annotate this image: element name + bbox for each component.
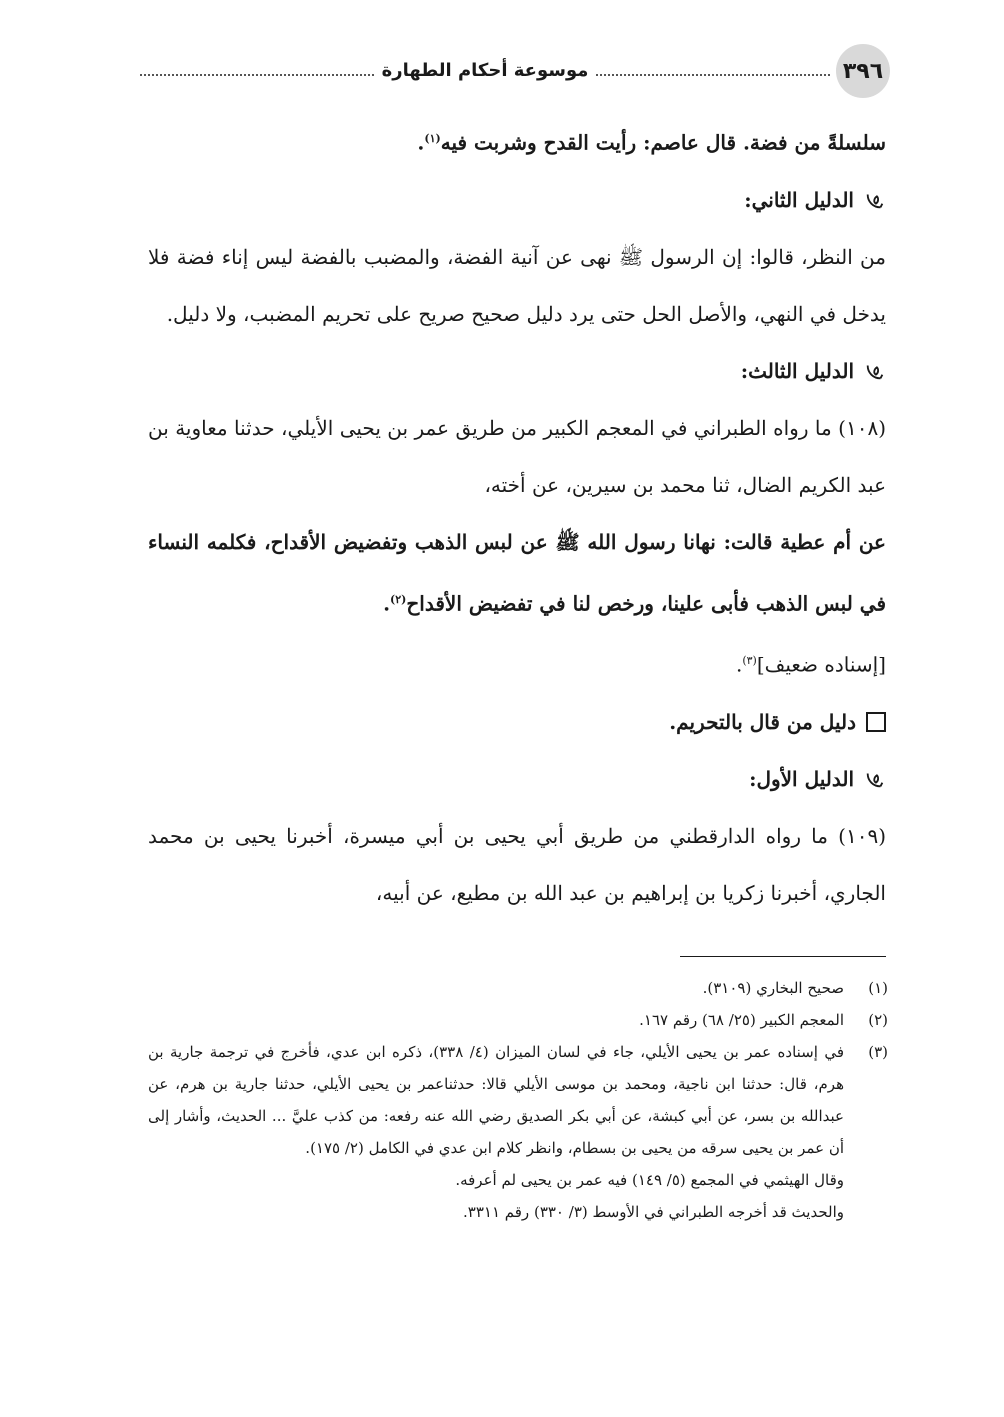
paragraph: (١٠٩) ما رواه الدارقطني من طريق أبي يحيى بن أبي ميسرة، أخبرنا يحيى بن محمد الجاري، أخبرنا زكريا بن إبراهيم بن عبد الله بن مطيع، عن أبيه، xyxy=(148,823,886,905)
pointing-hand-icon xyxy=(864,360,886,382)
section-heading xyxy=(148,343,886,400)
footnote xyxy=(148,1036,888,1164)
paragraph xyxy=(148,110,886,172)
heading-text: دليل من قال بالتحريم. xyxy=(669,709,856,734)
running-header xyxy=(140,52,830,88)
paragraph-text: عن أم عطية قالت: نهانا رسول الله ﷺ عن لبس الذهب وتفضيض الأقداح، فكلمه النساء في لبس الذهب فأبى علينا، ورخص لنا في تفضيض الأقداح xyxy=(148,529,886,616)
paragraph-text: . xyxy=(417,130,425,155)
paragraph: (١٠٨) ما رواه الطبراني في المعجم الكبير من طريق عمر بن يحيى الأيلي، حدثنا معاوية بن عبد الكريم الضال، ثنا محمد بن سيرين، عن أخته، xyxy=(148,415,886,497)
footnote xyxy=(148,1004,888,1036)
pointing-hand-icon xyxy=(864,189,886,211)
paragraph-text: [إسناده ضعيف] xyxy=(756,652,886,677)
main-text xyxy=(148,110,886,922)
heading-text: الدليل الثاني: xyxy=(744,187,854,212)
footnote-number: (٢) xyxy=(868,1011,888,1029)
paragraph-text: سلسلةً من فضة. قال عاصم: رأيت القدح وشربت فيه xyxy=(440,130,886,155)
footnote-number: (٣) xyxy=(868,1043,888,1061)
page-number: ٣٩٦ xyxy=(836,44,890,98)
square-bullet-icon xyxy=(866,712,886,732)
footnote-continuation: وقال الهيثمي في المجمع (٥/ ١٤٩) فيه عمر بن يحيى لم أعرفه. xyxy=(455,1171,844,1189)
paragraph-text: . xyxy=(735,652,743,677)
footnotes xyxy=(148,972,888,1228)
footnote-ref[interactable]: (٣) xyxy=(742,654,757,668)
heading-text: الدليل الثالث: xyxy=(740,358,854,383)
section-heading xyxy=(148,172,886,229)
isnad-grade xyxy=(148,632,886,694)
heading-text: الدليل الأول: xyxy=(749,766,854,791)
header-leader-dots xyxy=(596,74,830,76)
section-heading xyxy=(148,751,886,808)
footnote-ref[interactable]: (٢) xyxy=(390,592,407,606)
paragraph: من النظر، قالوا: إن الرسول ﷺ نهى عن آنية الفضة، والمضبب بالفضة ليس إناء فضة فلا يدخل في النهي، والأصل الحل حتى يرد دليل صحيح صريح على تحريم المضبب، ولا دليل. xyxy=(148,244,886,326)
header-leader-dots xyxy=(140,74,374,76)
footnote-text: في إسناده عمر بن يحيى الأيلي، جاء في لسان الميزان (٤/ ٣٣٨)، ذكره ابن عدي، فأخرج في ترجمة جارية بن هرم، قال: حدثنا ابن ناجية، ومحمد بن موسى الأيلي قالا: حدثناعمر بن يحيى الأيلي، حدثنا جارية بن هرم، عن عبدالله بن بسر، عن أبي كبشة، عن أبي بكر الصديق رضي الله عنه رفعه: من كذب عليَّ ... الحديث، وأشار إلى أن عمر بن يحيى سرقه من يحيى بن بسطام، وانظر كلام ابن عدي في الكامل (٢/ ١٧٥). xyxy=(148,1043,844,1157)
footnote-ref[interactable]: (١) xyxy=(424,132,441,145)
pointing-hand-icon xyxy=(864,768,886,790)
footnote xyxy=(148,972,888,1004)
footnote-text: صحيح البخاري (٣١٠٩). xyxy=(702,979,844,997)
footnote-text: المعجم الكبير (٢٥/ ٦٨) رقم ١٦٧. xyxy=(639,1011,844,1029)
footnote-separator xyxy=(680,956,886,957)
footnote-continuation: والحديث قد أخرجه الطبراني في الأوسط (٣/ ٣٣٠) رقم ٣٣١١. xyxy=(463,1203,844,1221)
paragraph-text: . xyxy=(383,591,391,616)
hadith-text xyxy=(148,514,886,633)
book-title: موسوعة أحكام الطهارة xyxy=(381,59,589,81)
footnote-number: (١) xyxy=(868,979,888,997)
section-heading xyxy=(148,694,886,751)
